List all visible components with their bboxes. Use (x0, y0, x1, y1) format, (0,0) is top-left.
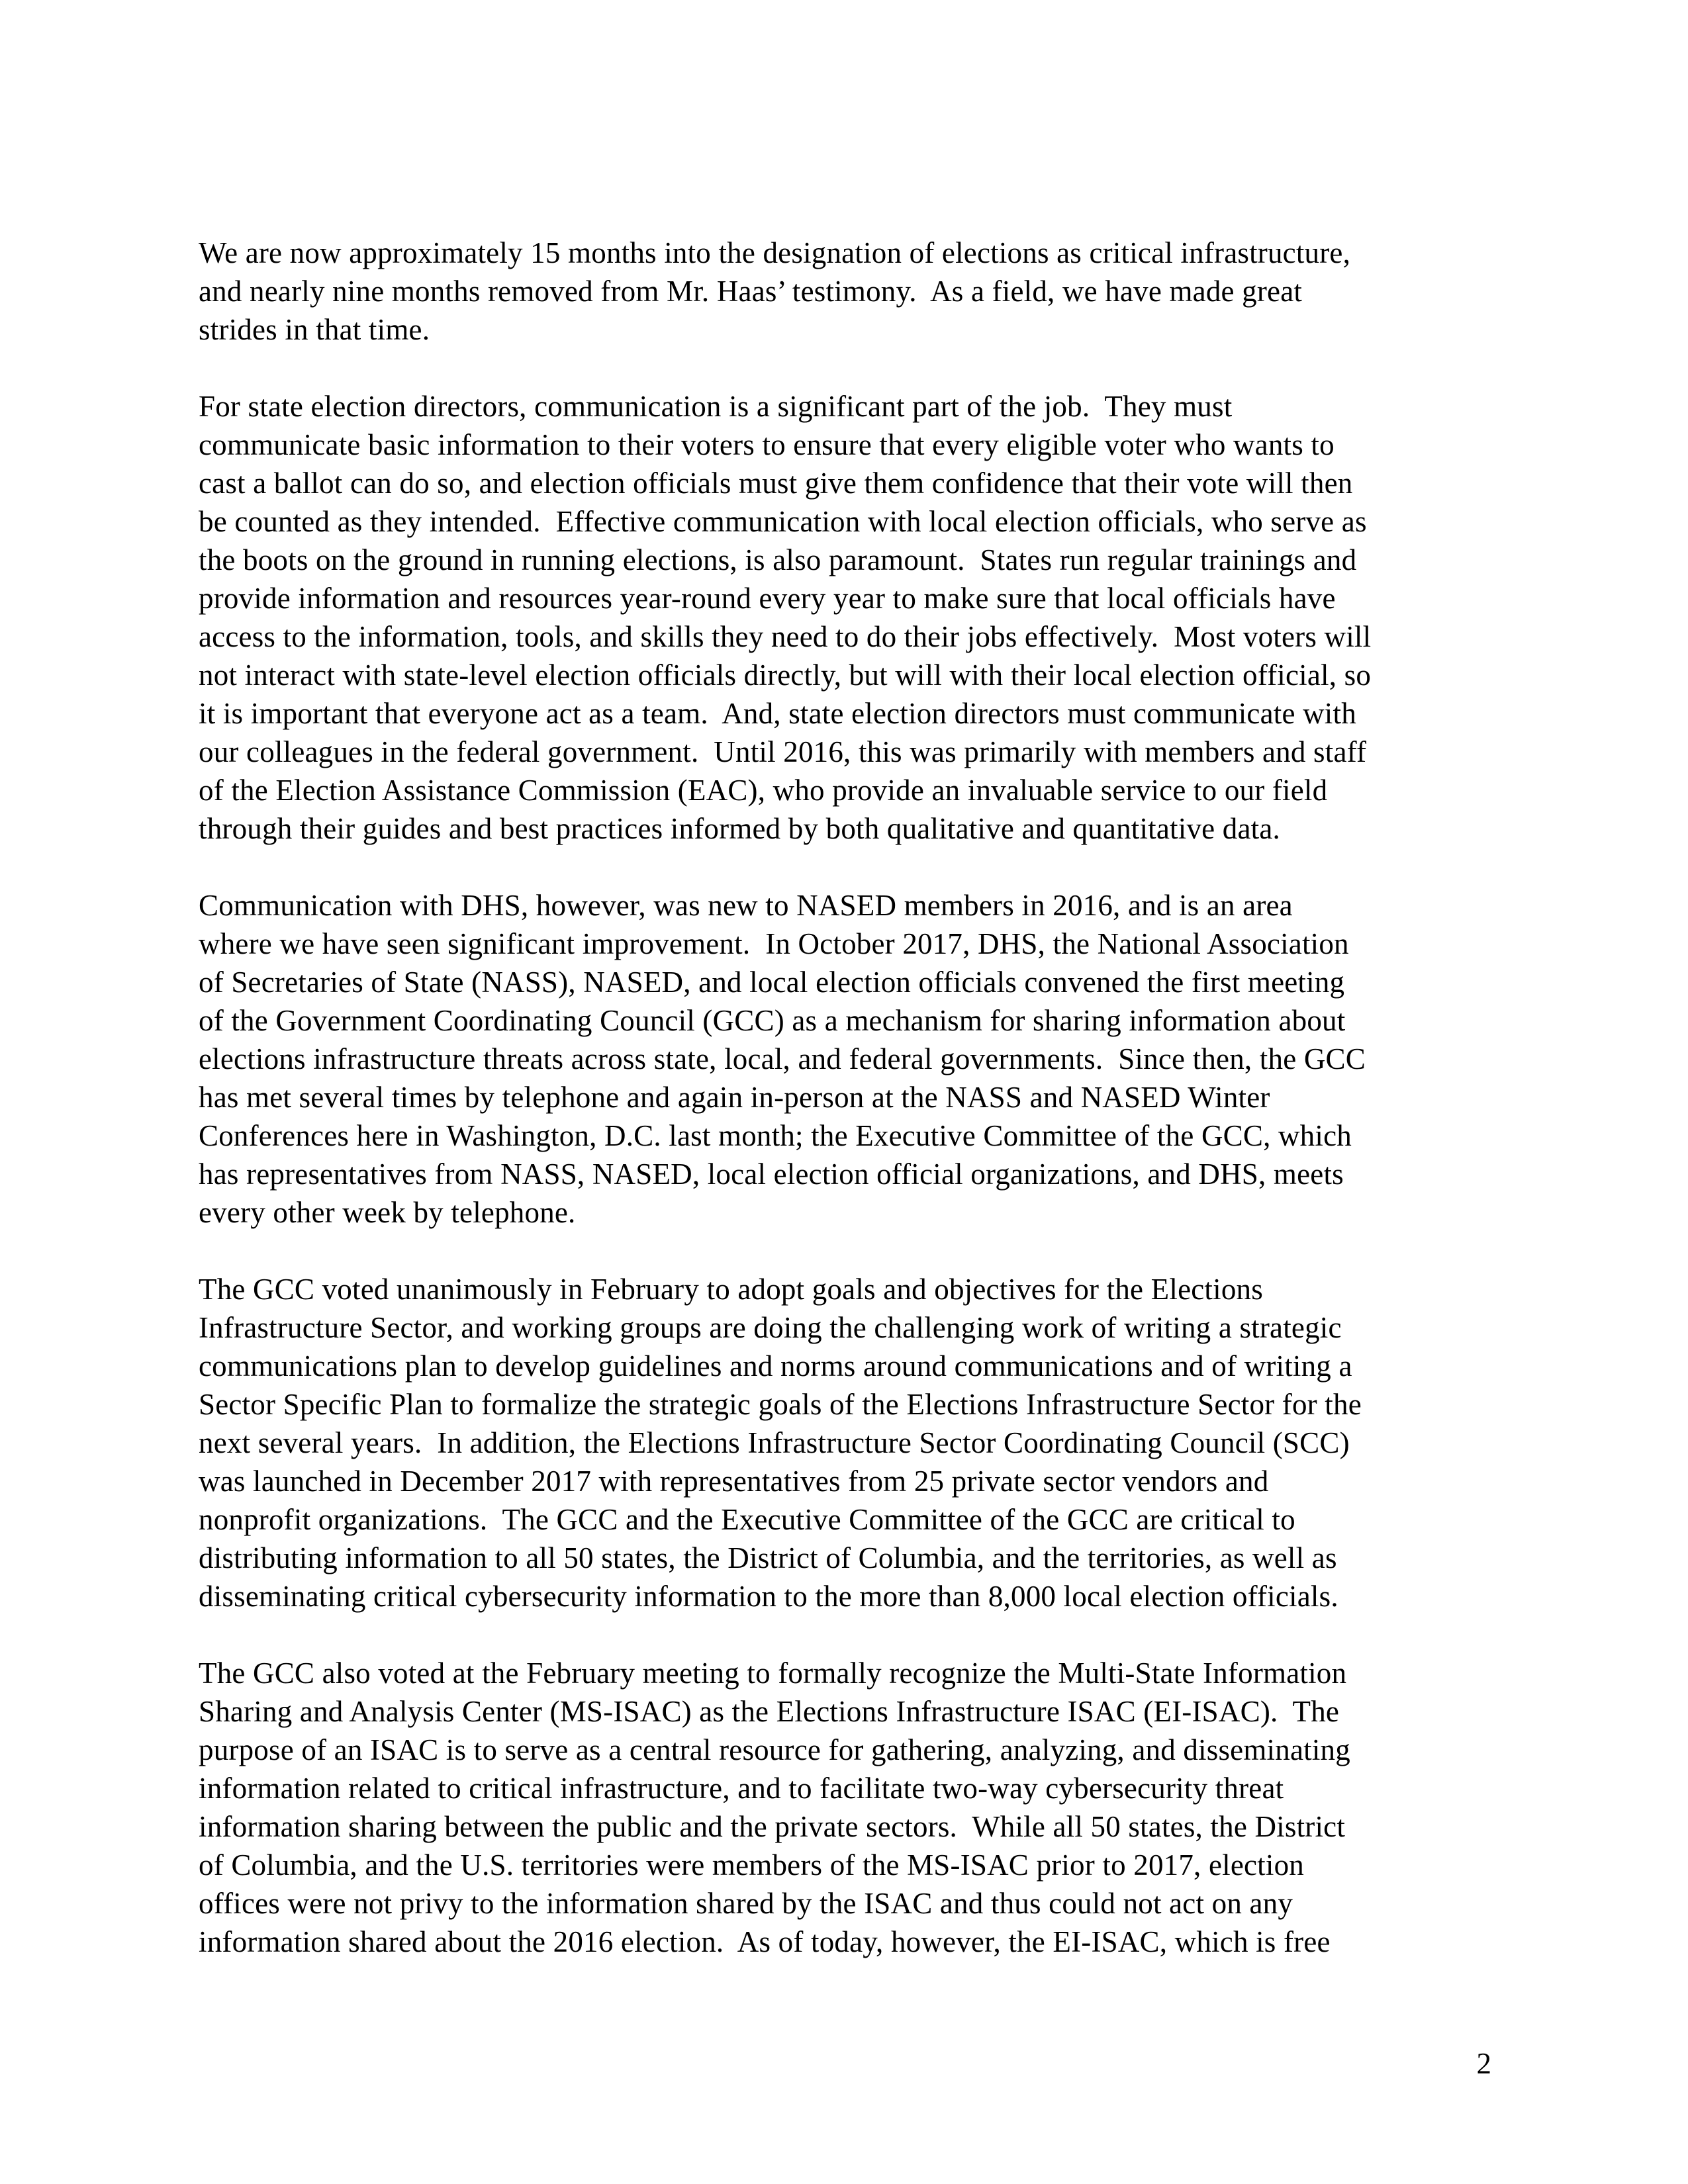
text-line: of Columbia, and the U.S. territories were members of the MS-ISAC prior to 2017, election (199, 1848, 1304, 1882)
page-number: 2 (1476, 2047, 1491, 2080)
text-line: and nearly nine months removed from Mr. Haas’ testimony. As a field, we have made great (199, 275, 1303, 308)
text-line: be counted as they intended. Effective communication with local election officials, who serve as (199, 505, 1367, 538)
text-line: through their guides and best practices informed by both qualitative and quantitative data. (199, 812, 1280, 845)
text-line: The GCC voted unanimously in February to adopt goals and objectives for the Elections (199, 1273, 1263, 1306)
text-line: our colleagues in the federal government. Until 2016, this was primarily with members and staff (199, 735, 1367, 768)
text-line: information related to critical infrastructure, and to facilitate two-way cybersecurity threat (199, 1772, 1284, 1805)
text-line: Communication with DHS, however, was new to NASED members in 2016, and is an area (199, 889, 1293, 922)
text-line: next several years. In addition, the Elections Infrastructure Sector Coordinating Council (SCC) (199, 1426, 1350, 1459)
paragraph-3 (199, 886, 1493, 1232)
text-line: not interact with state-level election officials directly, but will with their local election official, so (199, 659, 1372, 692)
paragraph-2 (199, 387, 1493, 848)
text-line: Conferences here in Washington, D.C. last month; the Executive Committee of the GCC, which (199, 1119, 1352, 1152)
document-body (199, 234, 1493, 1961)
text-line: access to the information, tools, and skills they need to do their jobs effectively. Most voters will (199, 620, 1372, 653)
text-line: communicate basic information to their voters to ensure that every eligible voter who wants to (199, 428, 1335, 461)
text-line: of the Government Coordinating Council (GCC) as a mechanism for sharing information about (199, 1004, 1346, 1037)
text-line: was launched in December 2017 with representatives from 25 private sector vendors and (199, 1465, 1269, 1498)
text-line: distributing information to all 50 states, the District of Columbia, and the territories, as well as (199, 1541, 1337, 1574)
text-line: Sector Specific Plan to formalize the strategic goals of the Elections Infrastructure Sector for the (199, 1388, 1362, 1421)
text-line: offices were not privy to the information shared by the ISAC and thus could not act on any (199, 1887, 1293, 1920)
paragraph-5 (199, 1654, 1493, 1961)
paragraph-4 (199, 1270, 1493, 1615)
text-line: For state election directors, communication is a significant part of the job. They must (199, 390, 1233, 423)
text-line: the boots on the ground in running elections, is also paramount. States run regular trainings and (199, 543, 1357, 576)
text-line: Infrastructure Sector, and working groups are doing the challenging work of writing a strategic (199, 1311, 1342, 1344)
text-line: The GCC also voted at the February meeting to formally recognize the Multi-State Information (199, 1657, 1347, 1690)
text-line: cast a ballot can do so, and election officials must give them confidence that their vote will then (199, 467, 1353, 500)
text-line: communications plan to develop guidelines and norms around communications and of writing a (199, 1349, 1352, 1383)
text-line: nonprofit organizations. The GCC and the Executive Committee of the GCC are critical to (199, 1503, 1295, 1536)
text-line: information sharing between the public and the private sectors. While all 50 states, the District (199, 1810, 1346, 1843)
text-line: purpose of an ISAC is to serve as a central resource for gathering, analyzing, and disseminating (199, 1733, 1350, 1766)
text-line: Sharing and Analysis Center (MS-ISAC) as the Elections Infrastructure ISAC (EI-ISAC). The (199, 1695, 1340, 1728)
text-line: disseminating critical cybersecurity information to the more than 8,000 local election officials. (199, 1580, 1338, 1613)
text-line: where we have seen significant improvement. In October 2017, DHS, the National Association (199, 927, 1349, 960)
text-line: of Secretaries of State (NASS), NASED, and local election officials convened the first meeting (199, 966, 1345, 999)
text-line: has representatives from NASS, NASED, local election official organizations, and DHS, meets (199, 1158, 1344, 1191)
paragraph-1 (199, 234, 1493, 349)
text-line: elections infrastructure threats across state, local, and federal governments. Since then, the GCC (199, 1042, 1366, 1075)
text-line: it is important that everyone act as a team. And, state election directors must communicate with (199, 697, 1356, 730)
text-line: We are now approximately 15 months into the designation of elections as critical infrastructure, (199, 236, 1351, 269)
text-line: strides in that time. (199, 313, 430, 346)
text-line: provide information and resources year-round every year to make sure that local officials have (199, 582, 1336, 615)
text-line: has met several times by telephone and again in-person at the NASS and NASED Winter (199, 1081, 1270, 1114)
text-line: every other week by telephone. (199, 1196, 576, 1229)
text-line: of the Election Assistance Commission (EAC), who provide an invaluable service to our field (199, 774, 1328, 807)
text-line: information shared about the 2016 election. As of today, however, the EI-ISAC, which is free (199, 1925, 1331, 1958)
